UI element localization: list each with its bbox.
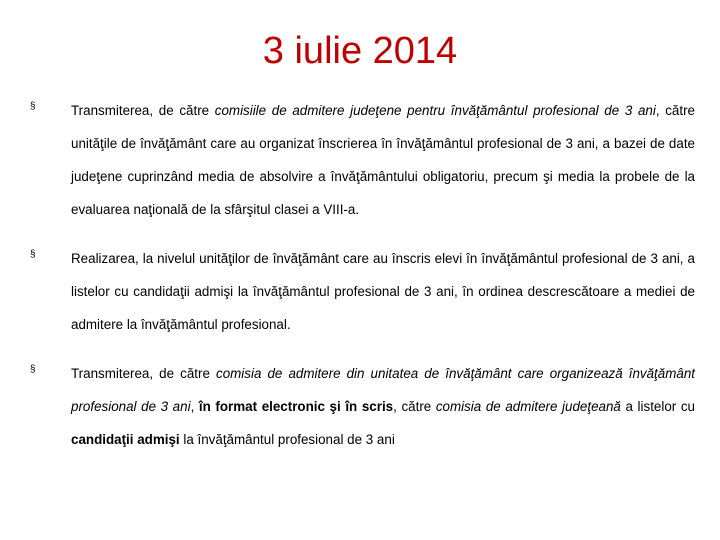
text-segment: la învăţământul profesional de 3 ani (179, 432, 395, 447)
list-item (0, 94, 695, 226)
bullet-marker-icon: § (30, 249, 36, 260)
bullet-marker-icon: § (30, 101, 36, 112)
list-item (0, 242, 695, 341)
text-segment: Transmiterea, de către (71, 366, 216, 381)
text-segment: Transmiterea, de către (71, 103, 215, 118)
bullet-list (0, 94, 720, 472)
text-segment: , către (393, 399, 436, 414)
list-item (0, 357, 695, 456)
text-segment-italic: comisiile de admitere judeţene pentru învăţământul profesional de 3 ani (214, 103, 656, 118)
text-segment-bold: candidaţii admişi (71, 432, 180, 447)
text-segment: a listelor cu (620, 399, 696, 414)
text-segment: Realizarea, la nivelul unităţilor de învăţământ care au înscris elevi în învăţământul profesional de 3 ani, a listelor cu candidaţii admişi la învăţământul profesional de 3 ani, în ordinea descrescătoare a mediei de admitere la învăţământul profesional. (71, 251, 695, 332)
text-segment-bold: în format electronic şi în scris (198, 399, 394, 414)
paragraph (71, 94, 695, 226)
text-segment: , către unităţile de învăţământ care au organizat înscrierea în învăţământul profesional de 3 ani, a bazei de date judeţene cuprinzând media de absolvire a învăţământului obligatoriu, precum şi media la probele de la evaluarea naţională de la sfârşitul clasei a VIII-a. (71, 103, 695, 217)
page-title: 3 iulie 2014 (262, 30, 458, 72)
text-segment-italic: comisia de admitere din unitatea de învăţământ care organizează învăţământ profesional de 3 ani (71, 366, 695, 414)
text-segment-italic: comisia de admitere judeţeană (435, 399, 621, 414)
paragraph (71, 242, 695, 341)
text-segment: , (190, 399, 199, 414)
bullet-marker-icon: § (30, 364, 36, 375)
paragraph (71, 357, 695, 456)
